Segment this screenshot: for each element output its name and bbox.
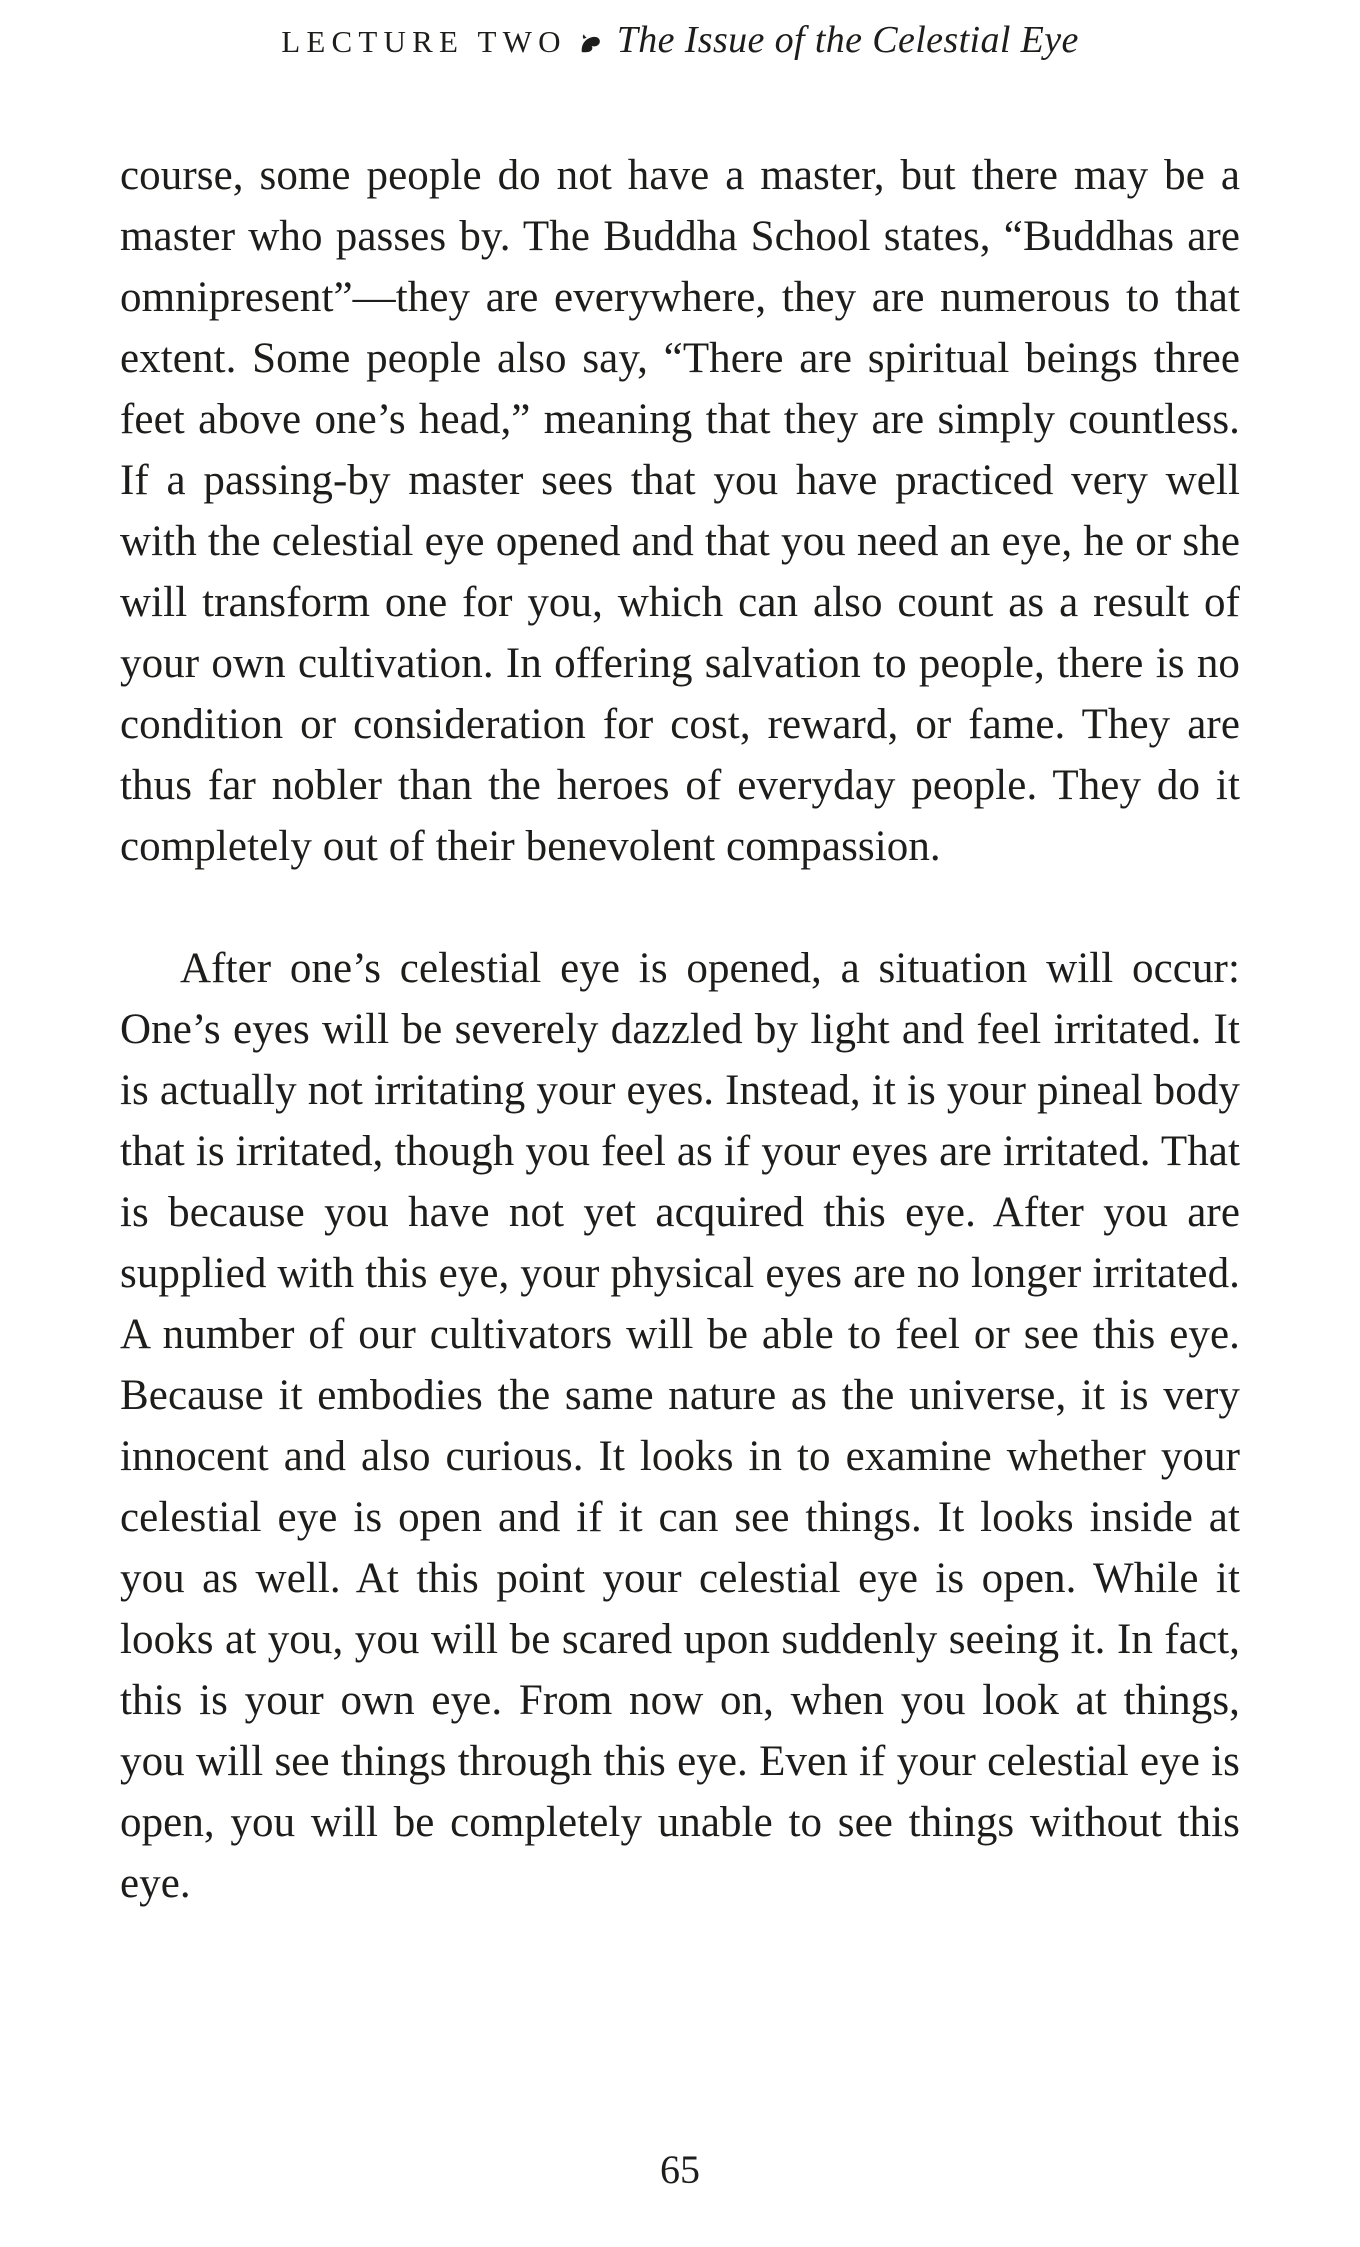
lecture-section-label: LECTURE TWO — [281, 24, 567, 59]
hedera-leaf-icon — [577, 32, 603, 56]
page-number: 65 — [660, 2147, 700, 2192]
running-header — [0, 18, 1360, 70]
paragraph-continuation: course, some people do not have a master, but there may be a master who passes by. The Buddha School states, “Buddhas are omnipresent”—they are everywhere, they are numerous to that extent. Some people also say, “There are spiritual beings three feet above one’s head,” meaning that they are simply countless. If a passing-by master sees that you have practiced very well with the celestial eye opened and that you need an eye, he or she will transform one for you, which can also count as a result of your own cultivation. In offering salvation to people, there is no condition or consideration for cost, reward, or fame. They are thus far nobler than the heroes of everyday people. They do it completely out of their benevolent compassion. — [120, 152, 1240, 870]
paragraph: After one’s celestial eye is opened, a situation will occur: One’s eyes will be severely dazzled by light and feel irritated. It is actually not irritating your eyes. Instead, it is your pineal body that is irritated, though you feel as if your eyes are irritated. That is because you have not yet acquired this eye. After you are supplied with this eye, your physical eyes are no longer irritated. A number of our cultivators will be able to feel or see this eye. Because it embodies the same nature as the universe, it is very innocent and also curious. It looks in to examine whether your celestial eye is open and if it can see things. It looks inside at you as well. At this point your celestial eye is open. While it looks at you, you will be scared upon suddenly seeing it. In fact, this is your own eye. From now on, when you look at things, you will see things through this eye. Even if your celestial eye is open, you will be completely unable to see things without this eye. — [120, 945, 1240, 1907]
body-text — [120, 145, 1240, 1914]
chapter-title: The Issue of the Celestial Eye — [616, 19, 1079, 61]
